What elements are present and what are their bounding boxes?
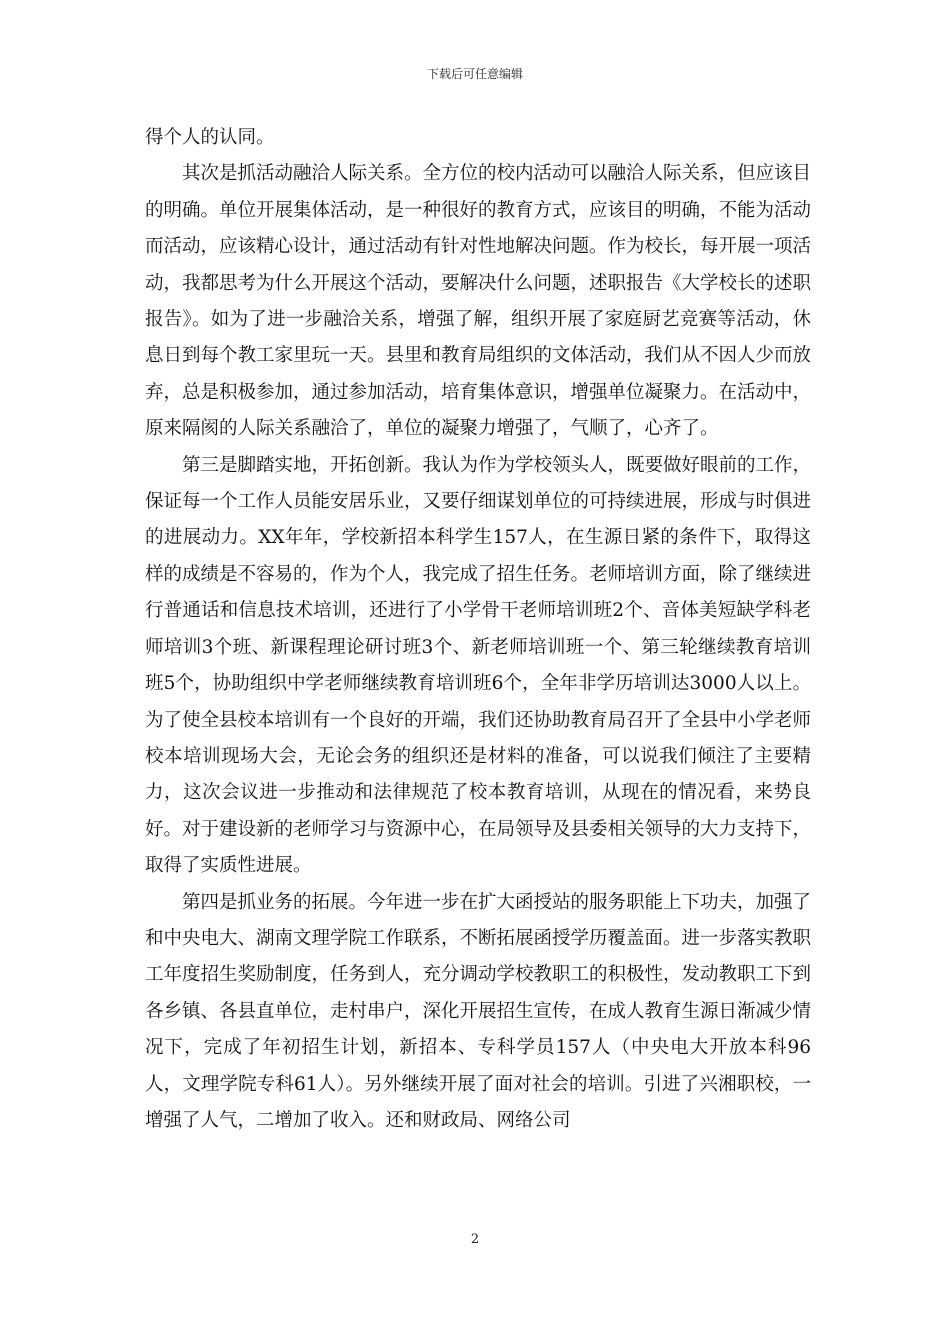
document-body [145,120,811,1139]
page-number: 2 [470,1232,480,1247]
paragraph-business-expansion: 第四是抓业务的拓展。今年进一步在扩大函授站的服务职能上下功夫，加强了和中央电大、湖南文理学院工作联系，不断拓展函授学历覆盖面。进一步落实教职工年度招生奖励制度，任务到人，充分调动学校教职工的积极性，发动教职工下到各乡镇、各县直单位，走村串户，深化开展招生宣传，在成人教育生源日渐减少情况下，完成了年初招生计划，新招本、专科学员157人（中央电大开放本科96人，文理学院专科61人）。另外继续开展了面对社会的培训。引进了兴湘职校，一增强了人气，二增加了收入。还和财政局、网络公司 [145,891,812,1131]
paragraph-continuation: 得个人的认同。 [145,127,275,148]
page-header: 下载后可任意编辑 [426,67,523,81]
paragraph-innovation: 第三是脚踏实地，开拓创新。我认为作为学校领头人，既要做好眼前的工作，保证每一个工作人员能安居乐业，又要仔细谋划单位的可持续进展，形成与时俱进的进展动力。XX年年，学校新招本科学生157人，在生源日紧的条件下，取得这样的成绩是不容易的，作为个人，我完成了招生任务。老师培训方面，除了继续进行普通话和信息技术培训，还进行了小学骨干老师培训班2个、音体美短缺学科老师培训3个班、新课程理论研讨班3个、新老师培训班一个、第三轮继续教育培训班5个，协助组织中学老师继续教育培训班6个，全年非学历培训达3000人以上。为了使全县校本培训有一个良好的开端，我们还协助教育局召开了全县中小学老师校本培训现场大会，无论会务的组织还是材料的准备，可以说我们倾注了主要精力，这次会议进一步推动和法律规范了校本教育培训，从现在的情况看，来势良好。对于建设新的老师学习与资源中心，在局领导及县委相关领导的大力支持下，取得了实质性进展。 [145,454,812,877]
paragraph-activities: 其次是抓活动融洽人际关系。全方位的校内活动可以融洽人际关系，但应该目的明确。单位开展集体活动，是一种很好的教育方式，应该目的明确，不能为活动而活动，应该精心设计，通过活动有针对性地解决问题。作为校长，每开展一项活动，我都思考为什么开展这个活动，要解决什么问题，述职报告《大学校长的述职报告》。如为了进一步融洽关系，增强了解，组织开展了家庭厨艺竞赛等活动，休息日到每个教工家里玩一天。县里和教育局组织的文体活动，我们从不因人少而放弃，总是积极参加，通过参加活动，培育集体意识，增强单位凝聚力。在活动中，原来隔阂的人际关系融洽了，单位的凝聚力增强了，气顺了，心齐了。 [145,163,812,440]
